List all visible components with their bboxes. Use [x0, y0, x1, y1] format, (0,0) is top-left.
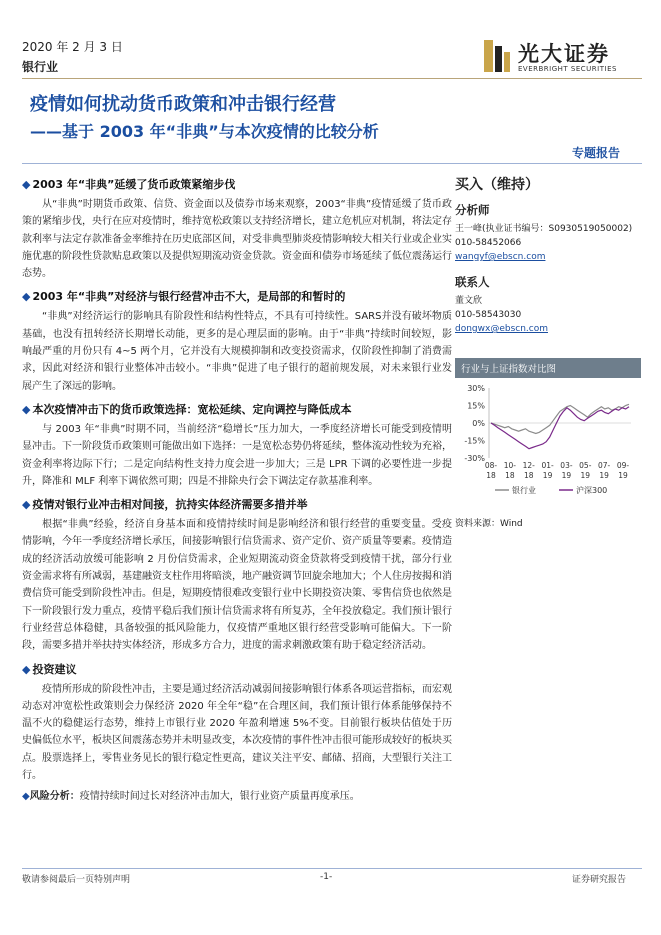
- section-heading: ◆ 本次疫情冲击下的货币政策选择：宽松延续、定向调控与降低成本: [22, 402, 352, 416]
- contact-label: 联系人: [455, 275, 490, 289]
- rating: 买入（维持）: [455, 177, 539, 193]
- report-date: 2020 年 2 月 3 日: [22, 40, 123, 54]
- section-heading: ◆ 2003 年“非典”对经济与银行经营冲击不大，是局部的和暂时的: [22, 290, 346, 304]
- section-heading: ◆ 2003 年“非典”延缓了货币政策紧缩步伐: [22, 178, 236, 191]
- risk-label: 风险分析：: [29, 791, 80, 803]
- report-type: 专题报告: [572, 146, 621, 160]
- brand-name-cn: 光大证券: [518, 42, 610, 66]
- x-tick-label: 19: [561, 471, 572, 480]
- x-tick-label: 01-: [541, 461, 554, 470]
- x-tick-label: 07-: [598, 461, 611, 470]
- diamond-icon: ◆: [22, 662, 31, 676]
- x-tick-label: 19: [599, 471, 609, 480]
- footer-disclaimer: 敬请参阅最后一页特别声明: [22, 875, 131, 885]
- diamond-icon: ◆: [22, 290, 31, 304]
- analyst-line: 王一峰(执业证书编号：S0930519050002): [455, 224, 633, 234]
- series-line-hs300: [491, 407, 629, 449]
- y-tick-label: -30%: [464, 454, 485, 463]
- x-tick-label: 18: [523, 471, 534, 480]
- page-number: -1-: [320, 872, 333, 882]
- risk-analysis: [22, 788, 452, 805]
- y-tick-label: 30%: [467, 384, 485, 393]
- footer-report-label: 证券研究报告: [572, 875, 627, 885]
- title-divider: [22, 163, 642, 164]
- section-heading: ◆ 投资建议: [22, 662, 77, 676]
- chart-source: 资料来源：Wind: [455, 519, 523, 529]
- contact-name: 董文欣: [455, 296, 483, 306]
- diamond-icon: ◆: [22, 791, 30, 803]
- contact-info: [455, 294, 645, 336]
- contact-email-link[interactable]: dongwx@ebscn.com: [455, 324, 548, 334]
- x-tick-label: 12-: [522, 461, 535, 470]
- x-tick-label: 09-: [616, 461, 630, 470]
- diamond-icon: ◆: [22, 402, 31, 416]
- x-tick-label: 08-: [484, 461, 498, 470]
- y-tick-label: 15%: [467, 401, 485, 411]
- x-tick-label: 19: [542, 471, 553, 480]
- analyst-label: 分析师: [455, 203, 490, 217]
- brand-name-en: EVERBRIGHT SECURITIES: [518, 65, 617, 73]
- section-paragraph: 根据“非典”经验，经济自身基本面和疫情持续时间是影响经济和银行经营的重要变量。受疫情影响，今年一季度经济增长承压，间接影响银行信贷需求、资产定价、资产质量等要素。疫情造成的经济活动放缓可能影响 2 月份信贷需求，企业短期流动资金贷款将受到疫情干扰，部分行业资金需求将有所减弱，基建融资支柱作用将暗淡，地产融资调节回旋余地加大；个人住房按揭和消费信贷可能受到阶段性冲击。但是，短期疫情很难改变银行业中长期投资决策、零售信贷也依然是下一阶段银行发力重点，疫情平稳后我们预计信贷需求将有所复苏，全年投放稳定。我们预计银行行业经营总体稳健，具备较强的抵风险能力，仅疫情严重地区银行经营受影响可能偏大。下一阶段，需要多措并举扶持实体经济，形成多方合力，进度的需求刺激政策有助于稳定经济活动。: [22, 519, 452, 652]
- main-content: [22, 170, 452, 806]
- section-paragraph: 疫情所形成的阶段性冲击，主要是通过经济活动减弱间接影响银行体系各项运营指标，而宏观动态对冲宽松性政策则会力保经济 2020 年全年“稳”在合理区间，我们预计银行体系能够保持不温不火的稳健运行态势，维持上市银行业 2020 年盈利增速 5%不变。目前银行板块估值处于历史偏低位水平，板块区间震荡态势并未明显改变，本次疫情的事件性冲击很可能形成较好的板块买点。股票选择上，零售业务见长的银行稳定性更高，建议关注平安、邮储、招商，大型银行关注工行。: [22, 683, 452, 782]
- legend-label: 银行业: [512, 486, 536, 495]
- x-tick-label: 10-: [503, 461, 516, 470]
- analyst-phone: 010-58452066: [455, 238, 522, 248]
- brand-logo: [482, 38, 642, 78]
- section-heading: ◆ 疫情对银行业冲击相对间接，抗持实体经济需要多措并举: [22, 498, 308, 512]
- comparison-chart: [455, 358, 641, 529]
- diamond-icon: ◆: [22, 498, 31, 512]
- y-tick-label: -15%: [464, 436, 485, 446]
- chart-svg: [455, 380, 641, 510]
- legend-label: 沪深300: [576, 486, 608, 495]
- footer-divider: [22, 868, 642, 869]
- everbright-logo-icon: [482, 38, 512, 74]
- sidebar: [455, 170, 645, 529]
- section-paragraph: 从“非典”时期货币政策、信贷、资金面以及债券市场来观察，2003“非典”疫情延缓了货币政策的紧缩步伐，央行在应对疫情时，维持宽松政策以支持经济增长，建立危机应对机制，将法定存款利率与法定存款准备金率维持在历史底部区间，对受非典型肺炎疫情影响较大相关行业或企业实施优惠的阶段性贷款贴息政策以及提供短期流动资金贷款。资金面和债券市场延续了低位震荡运行态势。: [22, 199, 452, 280]
- chart-title: 行业与上证指数对比图: [455, 358, 641, 378]
- x-tick-label: 19: [618, 471, 628, 480]
- y-tick-label: 0%: [472, 419, 485, 428]
- risk-text: 疫情持续时间过长对经济冲击加大，银行业资产质量再度承压。: [79, 791, 360, 803]
- analyst-info: [455, 222, 645, 264]
- x-tick-label: 05-: [579, 461, 592, 470]
- x-tick-label: 19: [580, 471, 591, 480]
- diamond-icon: ◆: [22, 178, 31, 191]
- section-paragraph: “非典”对经济运行的影响具有阶段性和结构性特点，不具有可持续性。SARS并没有破坏物质基础，也没有扭转经济长期增长动能，更多的是心理层面的影响。由于“非典”持续时间较短，影响最严重的月份只有 4~5 两个月，它并没有大规模抑制和改变投资需求，仅阶段性抑制了消费需求，因此对经济和银行业整体冲击较小。“非典”促进了电子银行的超前规发展，对未来银行业发展产生了深远的影响。: [22, 311, 452, 392]
- report-subtitle: ——基于 2003 年“非典”与本次疫情的比较分析: [30, 122, 379, 141]
- series-line-bank: [491, 404, 629, 433]
- x-tick-label: 18: [486, 471, 496, 480]
- contact-phone: 010-58543030: [455, 310, 522, 320]
- industry-label: 银行业: [22, 60, 59, 74]
- report-title: 疫情如何扰动货币政策和冲击银行经营: [30, 94, 336, 115]
- section-paragraph: 与 2003 年“非典”时期不同，当前经济“稳增长”压力加大，一季度经济增长可能受到疫情明显冲击。下一阶段货币政策则可能做出如下选择：一是宽松态势仍将延续，整体流动性较为充裕，资金利率将边际下行；二是定向结构性支持力度会进一步加大；三是 LPR 下调的必要性进一步提升，降准和 MLF 利率下调依然可期；四是不排除央行会下调法定存款基准利率。: [22, 423, 452, 487]
- x-tick-label: 18: [505, 471, 515, 480]
- x-tick-label: 03-: [560, 461, 573, 470]
- analyst-email-link[interactable]: wangyf@ebscn.com: [455, 252, 546, 262]
- header-divider: [22, 78, 642, 79]
